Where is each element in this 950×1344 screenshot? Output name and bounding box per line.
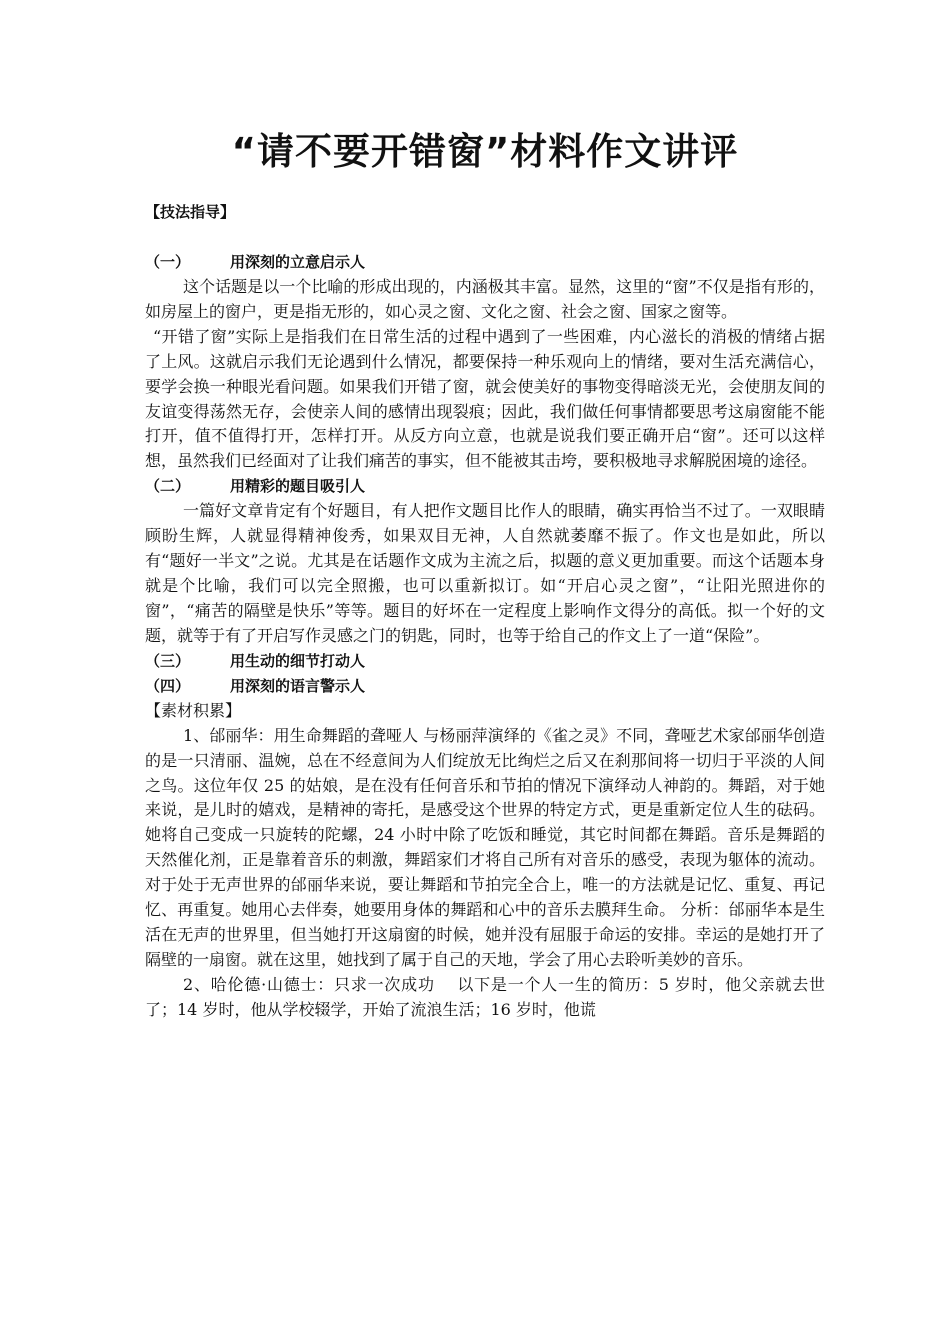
paragraph-1: 这个话题是以一个比喻的形成出现的，内涵极其丰富。显然，这里的“窗”不仅是指有形的，如房屋上的窗户，更是指无形的，如心灵之窗、文化之窗、社会之窗、国家之窗等。	[145, 277, 825, 321]
heading-2	[145, 474, 825, 499]
heading-1-text: 用深刻的立意启示人	[230, 253, 366, 271]
heading-3-number: （三）	[145, 651, 191, 670]
heading-4-text: 用深刻的语言警示人	[230, 676, 366, 695]
heading-4	[145, 674, 825, 699]
paragraph-4: 1、邰丽华：用生命舞蹈的聋哑人 与杨丽萍演绎的《雀之灵》不同，聋哑艺术家邰丽华创造的是一只清丽、温婉，总在不经意间为人们绽放无比绚烂之后又在刹那间将一切归于平淡的人间之鸟。这位年仅 25 的姑娘，是在没有任何音乐和节拍的情况下演绎动人神韵的。舞蹈，对于她来说，是儿时的嬉戏，是精神的寄托，是感受这个世界的特定方式，更是重新定位人生的砝码。她将自己变成一只旋转的陀螺，24 小时中除了吃饭和睡觉，其它时间都在舞蹈。音乐是舞蹈的天然催化剂，正是靠着音乐的刺激，舞蹈家们才将自己所有对音乐的感受，表现为躯体的流动。对于处于无声世界的邰丽华来说，要让舞蹈和节拍完全合上，唯一的方法就是记忆、重复、再记忆、再重复。她用心去伴奏，她要用身体的舞蹈和心中的音乐去膜拜生命。 分析：邰丽华本是生活在无声的世界里，但当她打开这扇窗的时候，她并没有屈服于命运的安排。幸运的是她打开了隔壁的一扇窗。就在这里，她找到了属于自己的天地，学会了用心去聆听美妙的音乐。	[145, 725, 825, 969]
document-body	[145, 200, 825, 1023]
heading-3-text: 用生动的细节打动人	[230, 651, 366, 670]
heading-4-number: （四）	[145, 676, 191, 695]
heading-2-number: （二）	[145, 477, 191, 496]
section-label-material: 【素材积累】	[145, 700, 242, 720]
heading-1-number: （一）	[145, 253, 191, 271]
paragraph-3: 一篇好文章肯定有个好题目，有人把作文题目比作人的眼睛，确实再恰当不过了。一双眼睛顾盼生辉，人就显得精神俊秀，如果双目无神，人自然就萎靡不振了。作文也是如此，所以有“题好一半文”之说。尤其是在话题作文成为主流之后，拟题的意义更加重要。而这个话题本身就是个比喻，我们可以完全照搬，也可以重新拟订。如“开启心灵之窗”，“让阳光照进你的窗”，“痛苦的隔壁是快乐”等等。题目的好坏在一定程度上影响作文得分的高低。拟一个好的文题，就等于有了开启写作灵感之门的钥匙，同时，也等于给自己的作文上了一道“保险”。	[145, 501, 825, 645]
heading-3	[145, 649, 825, 674]
page-title: “请不要开错窗”材料作文讲评	[231, 130, 739, 173]
heading-1	[145, 250, 825, 275]
paragraph-5: 2、哈伦德·山德士：只求一次成功 以下是一个人一生的简历：5 岁时，他父亲就去世了；14 岁时，他从学校辍学，开始了流浪生活；16 岁时，他谎	[145, 974, 825, 1019]
blank-line	[145, 225, 825, 250]
section-label-technique: 【技法指导】	[145, 203, 236, 221]
paragraph-2: “开错了窗”实际上是指我们在日常生活的过程中遇到了一些困难，内心滋长的消极的情绪占据了上风。这就启示我们无论遇到什么情况，都要保持一种乐观向上的情绪，要对生活充满信心，要学会换一种眼光看问题。如果我们开错了窗，就会使美好的事物变得暗淡无光，会使朋友间的友谊变得荡然无存，会使亲人间的感情出现裂痕；因此，我们做任何事情都要思考这扇窗能不能打开，值不值得打开，怎样打开。从反方向立意，也就是说我们要正确开启“窗”。还可以这样想，虽然我们已经面对了让我们痛苦的事实，但不能被其击垮，要积极地寻求解脱困境的途径。	[145, 326, 825, 471]
heading-2-text: 用精彩的题目吸引人	[230, 477, 366, 496]
